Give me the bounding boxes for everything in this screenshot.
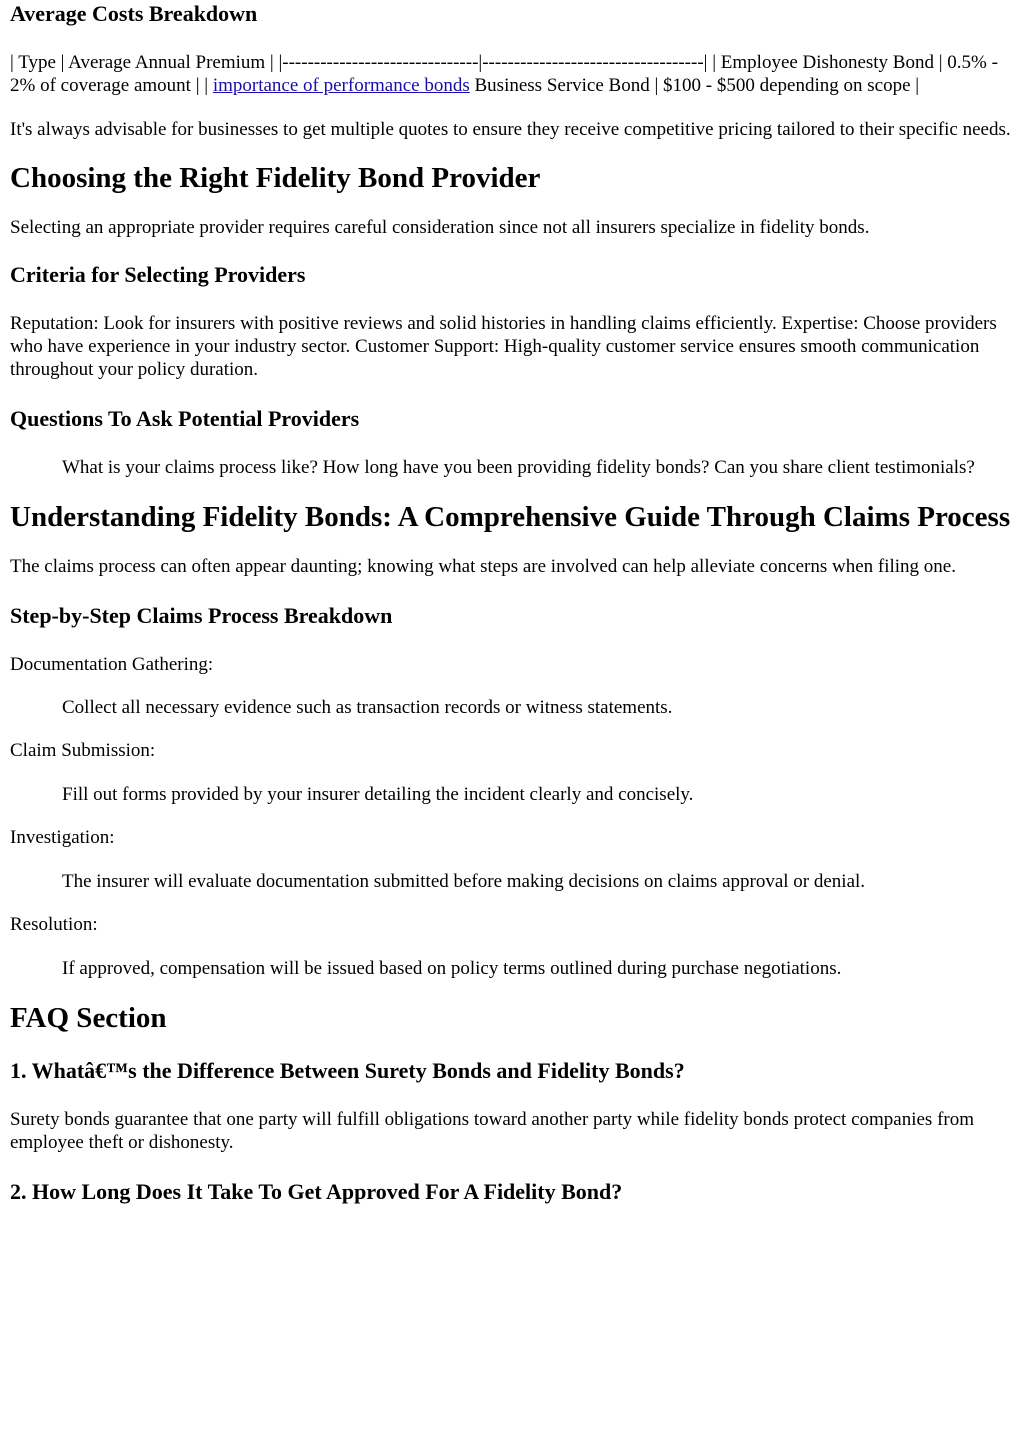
provider-intro-paragraph: Selecting an appropriate provider requires careful consideration since not all insurers specialize in fidelity bonds.: [10, 217, 870, 239]
criteria-heading: Criteria for Selecting Providers: [10, 261, 306, 287]
average-costs-heading: Average Costs Breakdown: [10, 1, 258, 26]
step-term: Resolution:: [10, 914, 98, 936]
claims-process-heading: Understanding Fidelity Bonds: A Comprehensive Guide Through Claims Process: [10, 501, 1011, 534]
faq-answer-1: Surety bonds guarantee that one party will fulfill obligations toward another party while fidelity bonds protect companies from employee theft or dishonesty.: [10, 1108, 975, 1154]
quotes-advice-paragraph: It's always advisable for businesses to get multiple quotes to ensure they receive competitive pricing tailored to their specific needs.: [10, 118, 1011, 140]
costs-table-text: [10, 51, 1012, 98]
step-by-step-heading: Step-by-Step Claims Process Breakdown: [10, 602, 393, 628]
performance-bonds-link[interactable]: importance of performance bonds: [212, 75, 470, 97]
step-term: Documentation Gathering:: [10, 653, 214, 675]
step-term: Investigation:: [10, 827, 115, 849]
costs-table-text-before-link: | Type | Average Annual Premium | |-------------------------------|-----------------------------------| | Employee Dishonesty Bond | 0.5% - 2% of coverage amount | |: [10, 52, 998, 97]
choosing-provider-heading: Choosing the Right Fidelity Bond Provider: [10, 162, 541, 195]
claims-intro-paragraph: The claims process can often appear daunting; knowing what steps are involved can help alleviate concerns when filing one.: [10, 556, 956, 578]
criteria-paragraph: Reputation: Look for insurers with positive reviews and solid histories in handling claims efficiently. Expertise: Choose providers who have experience in your industry sector. Customer Support: High-quality customer service ensures smooth communication throughout your policy duration.: [10, 312, 997, 381]
step-description: Collect all necessary evidence such as transaction records or witness statements.: [62, 697, 673, 719]
faq-question-2: 2. How Long Does It Take To Get Approved For A Fidelity Bond?: [10, 1178, 623, 1204]
costs-table-text-after-link: Business Service Bond | $100 - $500 depending on scope |: [469, 75, 920, 97]
faq-question-1: 1. Whatâ€™s the Difference Between Surety Bonds and Fidelity Bonds?: [10, 1057, 685, 1083]
step-description: The insurer will evaluate documentation submitted before making decisions on claims approval or denial.: [62, 870, 866, 892]
questions-blockquote: What is your claims process like? How long have you been providing fidelity bonds? Can you share client testimonials?: [62, 456, 975, 478]
article-page: [10, 0, 1012, 1205]
faq-heading: FAQ Section: [10, 1001, 167, 1034]
step-term: Claim Submission:: [10, 740, 156, 762]
questions-heading: Questions To Ask Potential Providers: [10, 405, 360, 431]
step-description: Fill out forms provided by your insurer detailing the incident clearly and concisely.: [62, 783, 694, 805]
step-description: If approved, compensation will be issued based on policy terms outlined during purchase negotiations.: [62, 957, 842, 979]
